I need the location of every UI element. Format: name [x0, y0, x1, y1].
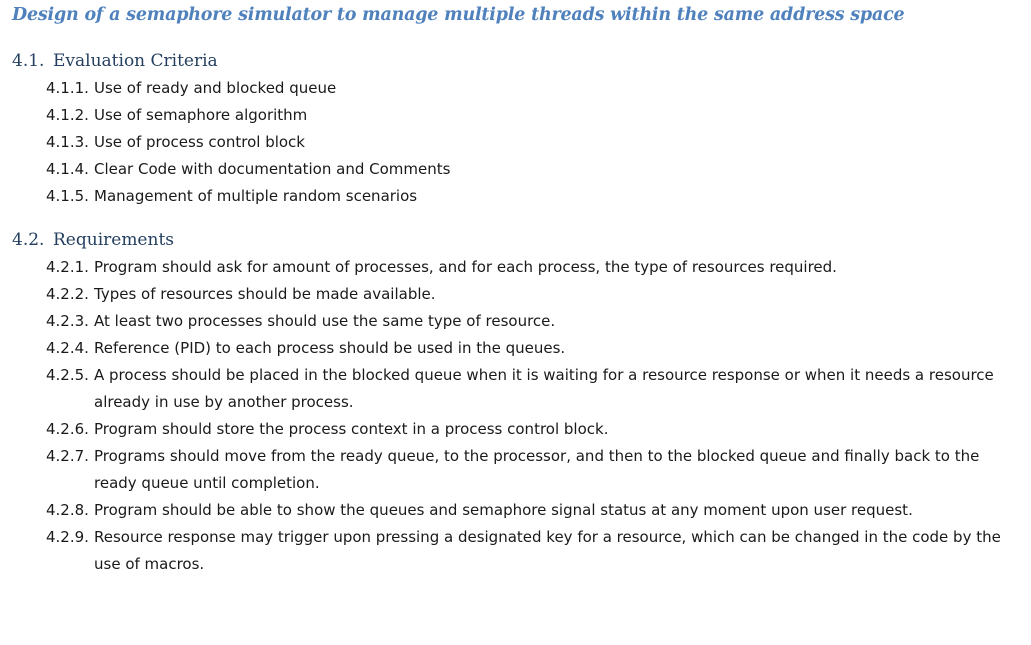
item-text: Program should be able to show the queues and semaphore signal status at any moment upon user request.	[94, 501, 913, 519]
list-item	[46, 102, 1014, 129]
list-item	[46, 75, 1014, 102]
item-number: 4.1.3.	[46, 133, 89, 151]
item-number: 4.2.5.	[46, 366, 89, 384]
item-number: 4.2.1.	[46, 258, 89, 276]
item-text: Use of process control block	[94, 133, 305, 151]
item-number: 4.2.3.	[46, 312, 89, 330]
item-number: 4.2.6.	[46, 420, 89, 438]
section-title: Requirements	[53, 230, 175, 250]
item-number: 4.2.4.	[46, 339, 89, 357]
list-item	[46, 443, 1014, 497]
section-number: 4.1.	[12, 51, 45, 71]
list-item	[46, 362, 1014, 416]
section-number: 4.2.	[12, 230, 45, 250]
item-number: 4.2.9.	[46, 528, 89, 546]
item-number: 4.1.4.	[46, 160, 89, 178]
section-heading-evaluation-criteria	[12, 51, 218, 71]
list-item	[46, 254, 1014, 281]
item-text: Management of multiple random scenarios	[94, 187, 418, 205]
item-number: 4.1.1.	[46, 79, 89, 97]
item-number: 4.2.8.	[46, 501, 89, 519]
section-heading-requirements	[12, 230, 174, 250]
item-text: Programs should move from the ready queue, to the processor, and then to the blocked queue and finally back to the ready queue until completion.	[94, 447, 980, 492]
item-text: Clear Code with documentation and Comments	[94, 160, 451, 178]
list-item	[46, 335, 1014, 362]
item-text: Use of semaphore algorithm	[94, 106, 308, 124]
item-number: 4.2.7.	[46, 447, 89, 465]
item-text: Reference (PID) to each process should be used in the queues.	[94, 339, 566, 357]
list-item	[46, 183, 1014, 210]
item-number: 4.2.2.	[46, 285, 89, 303]
item-text: Program should ask for amount of processes, and for each process, the type of resources required.	[94, 258, 837, 276]
item-text: Program should store the process context in a process control block.	[94, 420, 609, 438]
list-item	[46, 497, 1014, 524]
item-text: Types of resources should be made available.	[94, 285, 436, 303]
item-text: Use of ready and blocked queue	[94, 79, 337, 97]
evaluation-criteria-list	[46, 75, 1014, 210]
list-item	[46, 524, 1014, 578]
section-title: Evaluation Criteria	[53, 51, 218, 71]
item-number: 4.1.5.	[46, 187, 89, 205]
item-number: 4.1.2.	[46, 106, 89, 124]
list-item	[46, 281, 1014, 308]
list-item	[46, 308, 1014, 335]
requirements-list	[46, 254, 1014, 578]
item-text: A process should be placed in the blocked queue when it is waiting for a resource response or when it needs a resource already in use by another process.	[94, 366, 994, 411]
item-text: Resource response may trigger upon pressing a designated key for a resource, which can be changed in the code by the use of macros.	[94, 528, 1001, 573]
list-item	[46, 156, 1014, 183]
document-title: Design of a semaphore simulator to manage multiple threads within the same address space	[12, 5, 905, 25]
item-text: At least two processes should use the same type of resource.	[94, 312, 556, 330]
list-item	[46, 129, 1014, 156]
list-item	[46, 416, 1014, 443]
